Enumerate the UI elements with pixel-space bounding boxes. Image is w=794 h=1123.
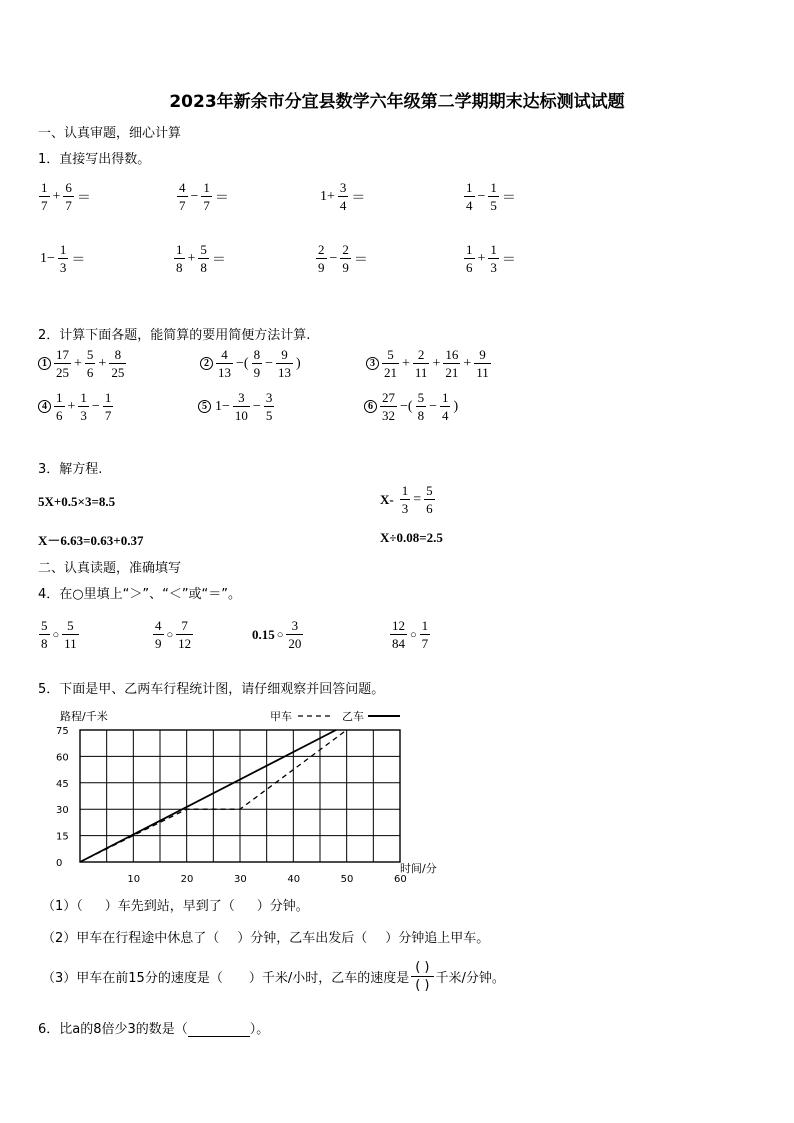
q5-sub-3: （3）甲车在前15分的速度是（ ）千米/小时，乙车的速度是 ( ) ( ) 千米/分钟。 bbox=[42, 960, 505, 993]
section-heading-1: 一、认真审题，细心计算 bbox=[38, 126, 182, 141]
y-tick-label: 30 bbox=[56, 805, 69, 817]
q1-expr-8: $\frac{1}{6}$ + $\frac{1}{3}$ ＝ bbox=[466, 242, 516, 275]
q1-expr-2: $\frac{4}{7}$ − $\frac{1}{7}$ ＝ bbox=[179, 180, 229, 213]
q1-expr-1: $\frac{1}{7}$ + $\frac{6}{7}$ ＝ bbox=[41, 180, 91, 213]
q1-expr-4: $\frac{1}{4}$ − $\frac{1}{5}$ ＝ bbox=[466, 180, 516, 213]
equation-2: X- $\frac{1}{3}$ = $\frac{5}{6}$ bbox=[380, 483, 433, 516]
circled-number-3: 3 bbox=[366, 357, 379, 370]
travel-line-chart bbox=[40, 702, 460, 888]
equation-1: 5X+0.5×3=8.5 bbox=[38, 494, 116, 509]
q5-sub-2: （2）甲车在行程途中休息了（ ）分钟，乙车出发后（ ）分钟追上甲车。 bbox=[42, 931, 490, 946]
x-tick-label: 10 bbox=[127, 874, 141, 885]
question-6: 6．比a的8倍少3的数是（ ）。 bbox=[38, 1022, 270, 1037]
question-5-label: 5．下面是甲、乙两车行程统计图，请仔细观察并回答问题。 bbox=[38, 682, 385, 697]
question-2-label: 2．计算下面各题，能简算的要用简便方法计算. bbox=[38, 328, 311, 343]
answer-fraction: ( ) ( ) bbox=[411, 960, 433, 993]
q2-item-5: 5 1− $\frac{3}{10}$ − $\frac{3}{5}$ bbox=[198, 391, 275, 422]
circled-number-5: 5 bbox=[198, 400, 211, 413]
q4-compare-4: $\frac{12}{84}$ ○ $\frac{1}{7}$ bbox=[392, 618, 429, 651]
q2-item-4: 4 $\frac{1}{6}$ + $\frac{1}{3}$ − $\frac{1}{7}$ bbox=[38, 391, 114, 422]
question-3-label: 3．解方程. bbox=[38, 462, 103, 477]
compare-circle: ○ bbox=[410, 628, 417, 641]
q2-item-1: 1 $\frac{17}{25}$ + $\frac{5}{6}$ + $\frac{8}{25}$ bbox=[38, 348, 127, 379]
page-title: 2023年新余市分宜县数学六年级第二学期期末达标测试试题 bbox=[169, 92, 625, 112]
y-tick-label: 0 bbox=[56, 858, 63, 869]
x-tick-label: 60 bbox=[394, 874, 407, 885]
y-tick-label: 15 bbox=[56, 831, 69, 843]
x-tick-label: 50 bbox=[340, 874, 354, 885]
series-line-yi bbox=[80, 730, 336, 862]
question-4-label: 4．在○里填上“＞”、“＜”或“＝”。 bbox=[38, 587, 242, 602]
circled-number-2: 2 bbox=[200, 357, 213, 370]
q2-item-3: 3 $\frac{5}{21}$ + $\frac{2}{11}$ + $\frac{16}{21}$ + $\frac{9}{11}$ bbox=[366, 348, 492, 379]
q4-compare-1: $\frac{5}{8}$ ○ $\frac{5}{11}$ bbox=[41, 618, 77, 651]
x-tick-label: 30 bbox=[234, 874, 247, 885]
equation-4: X÷0.08=2.5 bbox=[380, 530, 443, 545]
circled-number-4: 4 bbox=[38, 400, 51, 413]
answer-blank[interactable] bbox=[188, 1024, 250, 1037]
circled-number-1: 1 bbox=[38, 357, 51, 370]
legend-label-yi: 乙车 bbox=[342, 710, 364, 723]
q1-expr-6: $\frac{1}{8}$ + $\frac{5}{8}$ ＝ bbox=[176, 242, 226, 275]
question-1-label: 1．直接写出得数。 bbox=[38, 152, 151, 167]
y-tick-label: 45 bbox=[56, 778, 69, 790]
q1-expr-5: 1− $\frac{1}{3}$ ＝ bbox=[40, 242, 86, 275]
x-tick-label: 20 bbox=[180, 874, 194, 885]
q4-compare-2: $\frac{4}{9}$ ○ $\frac{7}{12}$ bbox=[155, 618, 192, 651]
y-tick-label: 60 bbox=[56, 752, 69, 764]
q4-compare-3: 0.15 ○ $\frac{3}{20}$ bbox=[252, 618, 302, 651]
x-axis-label: 时间/分 bbox=[400, 862, 437, 875]
y-axis-label: 路程/千米 bbox=[60, 710, 108, 723]
q1-expr-3: 1+ $\frac{3}{4}$ ＝ bbox=[320, 180, 366, 213]
q5-sub-1: （1）（ ）车先到站，早到了（ ）分钟。 bbox=[42, 899, 309, 914]
x-tick-label: 40 bbox=[287, 874, 301, 885]
y-tick-label: 75 bbox=[56, 726, 69, 737]
section-heading-2: 二、认真读题，准确填写 bbox=[38, 561, 182, 576]
compare-circle: ○ bbox=[166, 628, 174, 641]
q2-item-2: 2 $\frac{4}{13}$ −( $\frac{8}{9}$ − $\frac{9}{13}$ ) bbox=[200, 348, 303, 379]
legend-label-jia: 甲车 bbox=[270, 710, 292, 723]
compare-circle: ○ bbox=[52, 628, 60, 641]
q1-expr-7: $\frac{2}{9}$ − $\frac{2}{9}$ ＝ bbox=[318, 242, 368, 275]
q2-item-6: 6 $\frac{27}{32}$ −( $\frac{5}{8}$ − $\frac{1}{4}$ ) bbox=[364, 391, 460, 422]
equation-3: X－6.63=0.63+0.37 bbox=[38, 533, 144, 548]
compare-circle: ○ bbox=[276, 628, 284, 641]
circled-number-6: 6 bbox=[364, 400, 377, 413]
